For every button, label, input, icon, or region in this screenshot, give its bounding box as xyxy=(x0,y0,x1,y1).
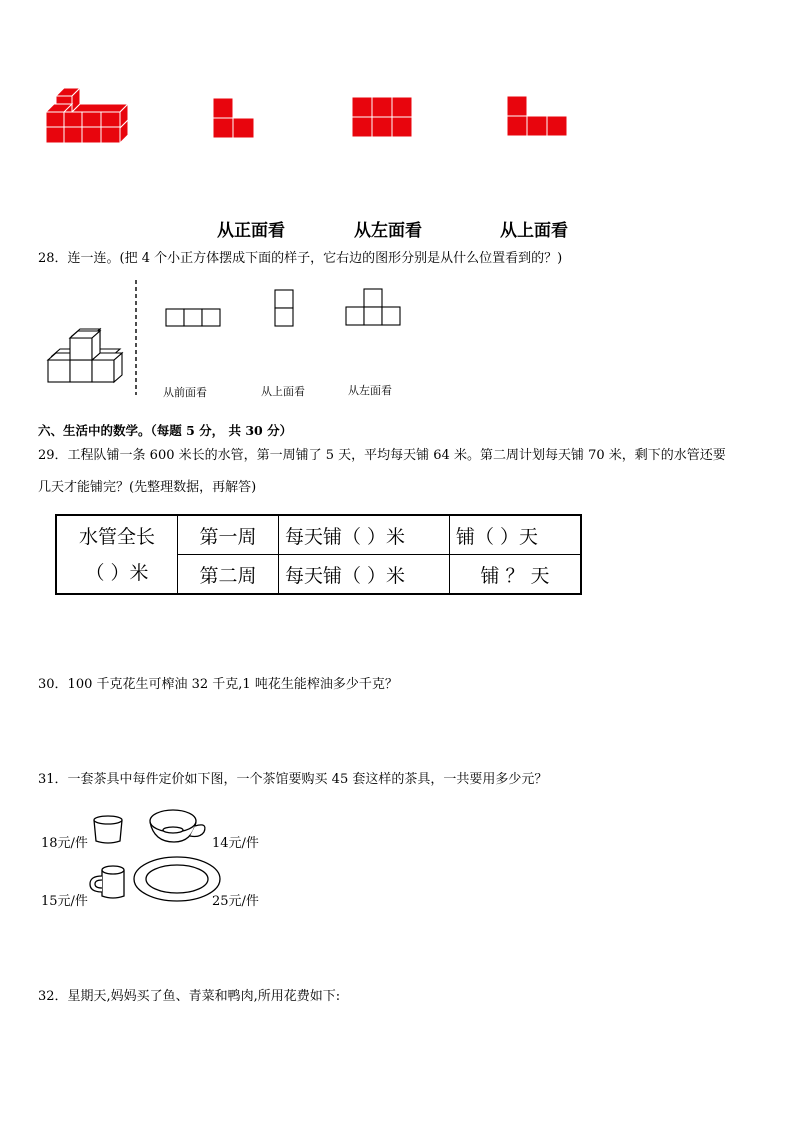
week2-days-cell: 铺 ？ 天 xyxy=(450,555,582,595)
question-28: 28．连一连。(把 4 个小正方体摆成下面的样子，它右边的图形分别是从什么位置看到的？) xyxy=(38,251,563,266)
outline-view-row-of-three xyxy=(165,308,222,328)
view-label-top: 从上面看 xyxy=(500,221,568,241)
red-view-shape-long-l xyxy=(506,95,568,137)
dashed-divider xyxy=(134,280,138,395)
cup-icon xyxy=(91,812,125,846)
section-title: 六、生活中的数学。（每题 5 分， 共 30 分） xyxy=(38,423,293,438)
week1-days-cell: 铺（ ）天 xyxy=(450,515,582,555)
week2-daily-cell: 每天铺（ ）米 xyxy=(279,555,450,595)
price-cup: 18元/件 xyxy=(41,836,88,851)
week2-cell: 第二周 xyxy=(178,555,279,595)
question-30: 30．100 千克花生可榨油 32 千克,1 吨花生能榨油多少千克？ xyxy=(38,677,398,692)
outline-view-column-of-two xyxy=(274,289,294,328)
label-front-view: 从前面看 xyxy=(163,386,207,399)
price-pitcher: 15元/件 xyxy=(41,894,88,909)
week1-daily-cell: 每天铺（ ）米 xyxy=(279,515,450,555)
price-bowl: 14元/件 xyxy=(212,836,259,851)
red-cube-solid-figure xyxy=(44,86,128,146)
total-length-label: 水管全长 xyxy=(78,525,155,548)
data-table xyxy=(55,514,582,595)
question-29-line-1: 29．工程队铺一条 600 米长的水管，第一周铺了 5 天，平均每天铺 64 米。第二周计划每天铺 70 米，剩下的水管还要 xyxy=(38,448,726,463)
total-length-blank: （ ）米 xyxy=(85,561,149,584)
outline-view-t-shape xyxy=(345,288,402,327)
label-left-view: 从左面看 xyxy=(348,384,392,397)
question-31: 31．一套茶具中每件定价如下图，一个茶馆要购买 45 套这样的茶具，一共要用多少元？ xyxy=(38,772,548,787)
plate-icon xyxy=(132,854,222,904)
total-length-cell xyxy=(56,515,178,594)
red-view-shape-grid xyxy=(351,96,413,138)
week1-cell: 第一周 xyxy=(178,515,279,555)
red-view-shape-l xyxy=(212,97,256,139)
label-top-view: 从上面看 xyxy=(261,385,305,398)
pitcher-icon xyxy=(86,862,130,902)
cube-stack-figure xyxy=(44,326,126,386)
tea-bowl-icon xyxy=(146,804,210,846)
price-plate: 25元/件 xyxy=(212,894,259,909)
question-32: 32．星期天,妈妈买了鱼、青菜和鸭肉,所用花费如下: xyxy=(38,989,341,1004)
question-29-line-2: 几天才能铺完？(先整理数据，再解答) xyxy=(38,480,257,495)
view-label-front: 从正面看 xyxy=(217,221,285,241)
view-label-left: 从左面看 xyxy=(354,221,422,241)
